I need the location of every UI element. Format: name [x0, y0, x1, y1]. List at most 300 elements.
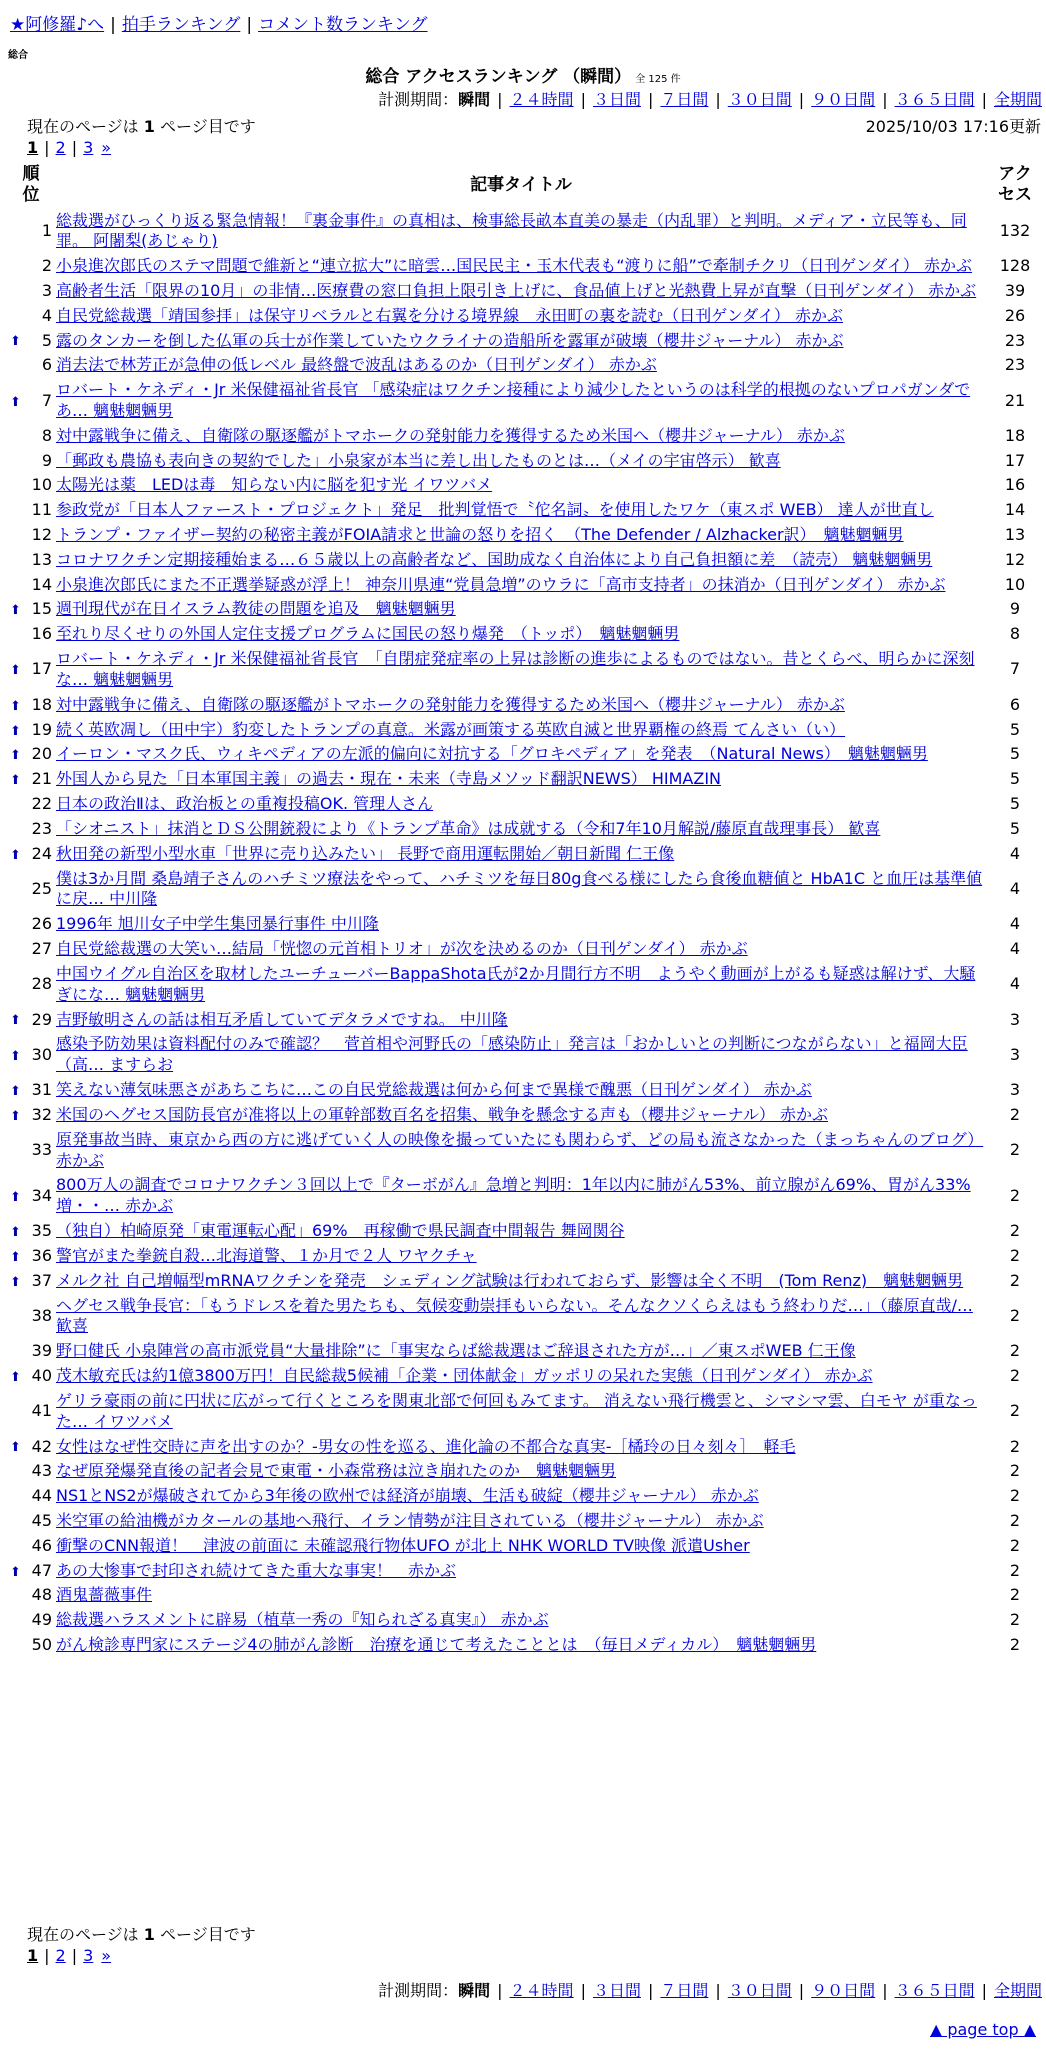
access-count: 2 [1009, 1366, 1021, 1386]
rank-number: 8 [41, 425, 52, 445]
access-count: 5 [1009, 769, 1021, 789]
article-link[interactable]: 自民党総裁選「靖国参拝」は保守リベラルと右翼を分ける境界線 永田町の裏を読む（日刊ゲンダイ） 赤かぶ [56, 305, 844, 325]
up-arrow-icon: ⬆ [10, 603, 21, 619]
access-count: 39 [1004, 280, 1026, 300]
rank-number: 47 [31, 1560, 52, 1580]
article-link[interactable]: トランプ・ファイザー契約の秘密主義がFOIA請求と世論の怒りを招く （The Defender / Alzhacker訳） 魑魅魍魎男 [56, 524, 904, 544]
page-top-link-wrap [930, 2020, 1036, 2039]
article-link[interactable]: 消去法で林芳正が急伸の低レベル 最終盤で波乱はあるのか（日刊ゲンダイ） 赤かぶ [56, 355, 657, 375]
table-row [8, 523, 1042, 548]
nav-separator: | [246, 15, 253, 35]
access-count: 23 [1004, 330, 1026, 350]
access-count: 17 [1004, 450, 1026, 470]
period-separator: | [647, 90, 654, 109]
category-label: 総合 [8, 50, 28, 61]
title-cell [54, 473, 988, 498]
period-link-3[interactable]: ３０日間 [727, 1981, 792, 2000]
up-arrow-icon: ⬆ [10, 847, 21, 863]
rank-change-cell [8, 742, 24, 767]
rank-number: 43 [31, 1461, 52, 1481]
article-link[interactable]: メルク社 自己増幅型mRNAワクチンを発売 シェディング試験は行われておらず、影響は全く不明 (Tom Renz) 魑魅魍魎男 [56, 1270, 964, 1290]
title-cell [54, 1294, 988, 1340]
period-selector-bottom [378, 1978, 1042, 2001]
article-link[interactable]: 露のタンカーを倒した仏軍の兵士が作業していたウクライナの造船所を露軍が破壊（櫻井ジャーナル） 赤かぶ [56, 330, 844, 350]
table-row [8, 767, 1042, 792]
table-row [8, 573, 1042, 598]
period-link-2[interactable]: ７日間 [660, 1981, 709, 2000]
page-info-suffix: ページ目です [154, 1925, 256, 1944]
rank-change-cell [8, 424, 24, 449]
rank-change-cell [8, 1534, 24, 1559]
period-separator: | [580, 90, 586, 109]
access-count: 14 [1004, 500, 1026, 520]
rank-number: 22 [31, 794, 52, 814]
home-link[interactable]: ★阿修羅♪へ [10, 15, 105, 35]
page-info-top [27, 114, 256, 137]
rank-number: 26 [31, 914, 52, 934]
table-row [8, 912, 1042, 937]
access-count: 4 [1009, 843, 1021, 863]
period-separator: | [715, 90, 721, 109]
access-count: 2 [1009, 1560, 1021, 1580]
table-row [8, 254, 1042, 279]
access-count: 3 [1009, 1009, 1021, 1029]
access-count: 16 [1004, 475, 1026, 495]
period-link-6[interactable]: 全期間 [993, 90, 1042, 109]
title-cell [54, 937, 988, 962]
article-link[interactable]: NS1とNS2が爆破されてから3年後の欧州では経済が崩壊、生活も破綻（櫻井ジャーナル） 赤かぶ [56, 1486, 759, 1506]
pager-next-link[interactable]: » [101, 1946, 112, 1965]
rank-change-cell [8, 817, 24, 842]
period-separator: | [981, 90, 987, 109]
rank-change-cell [8, 573, 24, 598]
table-row [8, 817, 1042, 842]
article-link[interactable]: 感染予防効果は資料配付のみで確認？ 菅首相や河野氏の「感染防止」発言は「おかしいとの判断につながらない」と福岡大臣（高… ますらお [56, 1034, 968, 1075]
comment-ranking-link[interactable]: コメント数ランキング [258, 15, 428, 35]
article-link[interactable]: 「郵政も農協も表向きの契約でした」小泉家が本当に差し出したものとは…（メイの宇宙啓示） 歓喜 [56, 450, 781, 470]
article-link[interactable]: 自民党総裁選の大笑い…結局「恍惚の元首相トリオ」が次を決めるのか（日刊ゲンダイ） 赤かぶ [56, 939, 748, 959]
table-row [8, 353, 1042, 378]
title-cell [54, 742, 988, 767]
rank-number: 10 [31, 475, 52, 495]
period-separator: | [882, 1981, 888, 2000]
access-count: 5 [1009, 794, 1021, 814]
table-row [8, 1459, 1042, 1484]
title-cell [54, 1339, 988, 1364]
title-cell [54, 304, 988, 329]
table-row [8, 1364, 1042, 1389]
page-top-link[interactable]: ▲ page top ▲ [929, 2020, 1036, 2039]
table-row [8, 962, 1042, 1008]
article-link[interactable]: 笑えない薄気味悪さがあちこちに…この自民党総裁選は何から何まで異様で醜悪（日刊ゲンダイ） 赤かぶ [56, 1079, 812, 1099]
rank-change-cell [8, 1339, 24, 1364]
access-header-label: アク セス [998, 164, 1032, 206]
title-cell [54, 597, 988, 622]
rank-change-cell [8, 597, 24, 622]
period-separator: | [981, 1981, 987, 2000]
article-link[interactable]: 総裁選がひっくり返る緊急情報！『裏金事件』の真相は、検事総長畝本直美の暴走（内乱罪）と判明。メディア・立民等も、同罪。 阿闍梨(あじゃり) [56, 210, 967, 251]
access-count: 2 [1009, 1140, 1021, 1160]
period-current: 瞬間 [458, 1981, 491, 2000]
article-link[interactable]: コロナワクチン定期接種始まる…６５歳以上の高齢者など、国助成なく自治体により自己負担額に差 （読売） 魑魅魍魎男 [56, 549, 933, 569]
table-row [8, 1007, 1042, 1032]
period-selector-top [378, 87, 1042, 110]
article-link[interactable]: 女性はなぜ性交時に声を出すのか？-男女の性を巡る、進化論の不都合な真実-［橘玲の日々刻々］ 軽毛 [56, 1436, 796, 1456]
access-count: 2 [1009, 1610, 1021, 1630]
table-row [8, 378, 1042, 424]
rank-number: 34 [31, 1185, 52, 1205]
title-cell [54, 867, 988, 913]
pager-next-link[interactable]: » [101, 138, 112, 157]
rank-change-cell [8, 353, 24, 378]
rank-number: 2 [41, 256, 52, 276]
up-arrow-icon: ⬆ [10, 1013, 21, 1029]
table-row [8, 1434, 1042, 1459]
rank-change-cell [8, 1633, 24, 1658]
pager-page-2[interactable]: 2 [55, 138, 66, 157]
rank-number: 48 [31, 1585, 52, 1605]
rank-change-cell [8, 523, 24, 548]
article-link[interactable]: 高齢者生活「限界の10月」の非情…医療費の窓口負担上限引き上げに、食品値上げと光熱費上昇が直撃（日刊ゲンダイ） 赤かぶ [56, 280, 977, 300]
access-count: 23 [1004, 355, 1026, 375]
access-count: 2 [1009, 1305, 1021, 1325]
table-row [8, 792, 1042, 817]
period-link-0[interactable]: ２４時間 [509, 1981, 574, 2000]
access-count: 12 [1004, 549, 1026, 569]
rank-number: 42 [31, 1436, 52, 1456]
up-arrow-icon: ⬆ [10, 1274, 21, 1290]
title-cell [54, 1633, 988, 1658]
access-count: 2 [1009, 1220, 1021, 1240]
article-link[interactable]: 僕は3か月間 桑島靖子さんのハチミツ療法をやって、ハチミツを毎日80g食べる様にしたら食後血糖値と HbA1C と血圧は基準値に戻… 中川隆 [56, 868, 983, 909]
period-link-1[interactable]: ３日間 [592, 90, 641, 109]
title-cell [54, 718, 988, 743]
rank-number: 45 [31, 1510, 52, 1530]
access-count: 10 [1004, 574, 1026, 594]
title-cell [54, 1484, 988, 1509]
article-link[interactable]: 茂木敏充氏は約1億3800万円！自民総裁5候補「企業・団体献金」ガッポリの呆れた実態（日刊ゲンダイ） 赤かぶ [56, 1366, 873, 1386]
table-row [8, 647, 1042, 693]
access-count: 2 [1009, 1461, 1021, 1481]
table-row [8, 498, 1042, 523]
up-arrow-icon: ⬆ [10, 1048, 21, 1064]
access-count: 2 [1009, 1245, 1021, 1265]
rank-change-cell [8, 1103, 24, 1128]
access-count: 128 [999, 256, 1031, 276]
page-info-number: 1 [143, 117, 155, 136]
rank-change-cell [8, 1078, 24, 1103]
access-count: 4 [1009, 939, 1021, 959]
article-link[interactable]: 秋田発の新型小型水車「世界に売り込みたい」 長野で商用運転開始／朝日新聞 仁王像 [56, 843, 675, 863]
article-link[interactable]: 米空軍の給油機がカタールの基地へ飛行、イラン情勢が注目されている（櫻井ジャーナル） 赤かぶ [56, 1510, 764, 1530]
period-separator: | [497, 1981, 503, 2000]
rank-change-cell [8, 304, 24, 329]
table-row [8, 1269, 1042, 1294]
article-link[interactable]: （独自）柏崎原発「東電運転心配」69% 再稼働で県民調査中間報告 舞岡関谷 [56, 1220, 625, 1240]
rank-change-cell [8, 328, 24, 353]
period-link-5[interactable]: ３６５日間 [894, 90, 975, 109]
article-link[interactable]: 参政党が「日本人ファースト・プロジェクト」発足 批判覚悟で〝佗名詞〟を使用したワケ（東スポ WEB） 達人が世直し [56, 500, 934, 520]
updated-timestamp: 2025/10/03 17:16更新 [865, 117, 1041, 136]
title-cell [54, 693, 988, 718]
title-cell [54, 209, 988, 255]
pager-separator: | [71, 1946, 78, 1965]
ranking-table [8, 162, 1042, 1658]
article-link[interactable]: ロバート・ケネディ・Jr 米保健福祉省長官 「自閉症発症率の上昇は診断の進歩によるものではない。昔とくらべ、明らかに深刻な… 魑魅魍魎男 [56, 649, 975, 689]
rank-change-cell [8, 449, 24, 474]
rank-number: 14 [31, 574, 52, 594]
title-cell [54, 424, 988, 449]
table-row [8, 1032, 1042, 1078]
access-count: 21 [1004, 390, 1026, 410]
up-arrow-icon: ⬆ [10, 1249, 21, 1265]
access-count: 2 [1009, 1104, 1021, 1124]
page-title [0, 62, 1046, 87]
up-arrow-icon: ⬆ [10, 1224, 21, 1240]
up-arrow-icon: ⬆ [10, 748, 21, 764]
article-link[interactable]: 小泉進次郎氏にまた不正選挙疑惑が浮上！ 神奈川県連“党員急増”のウラに「高市支持者」の抹消か（日刊ゲンダイ） 赤かぶ [56, 574, 946, 594]
title-cell [54, 1173, 988, 1219]
page-info-number: 1 [143, 1925, 155, 1944]
title-cell [54, 498, 988, 523]
rank-change-cell [8, 1244, 24, 1269]
rank-change-cell [8, 792, 24, 817]
article-link[interactable]: がん検診専門家にステージ4の肺がん診断 治療を通じて考えたこととは （毎日メディカル） 魑魅魍魎男 [56, 1635, 817, 1655]
title-cell [54, 647, 988, 693]
rank-change-cell [8, 1509, 24, 1534]
title-cell [54, 622, 988, 647]
table-row [8, 1559, 1042, 1584]
clap-ranking-link[interactable]: 拍手ランキング [121, 15, 241, 35]
table-row [8, 1173, 1042, 1219]
period-link-2[interactable]: ７日間 [660, 90, 709, 109]
top-nav [10, 10, 428, 35]
article-link[interactable]: 米国のヘグセス国防長官が准将以上の軍幹部数百名を招集、戦争を懸念する声も（櫻井ジャーナル） 赤かぶ [56, 1104, 828, 1124]
title-cell [54, 1434, 988, 1459]
rank-change-cell [8, 842, 24, 867]
title-cell [54, 1032, 988, 1078]
article-link[interactable]: ロバート・ケネディ・Jr 米保健福祉省長官 「感染症はワクチン接種により減少したというのは科学的根拠のないプロパガンダであ… 魑魅魍魎男 [56, 380, 971, 420]
rank-change-cell [8, 1364, 24, 1389]
article-link[interactable]: 吉野敏明さんの話は相互矛盾していてデタラメですね。 中川隆 [56, 1009, 508, 1029]
table-row [8, 842, 1042, 867]
article-link[interactable]: ゲリラ豪雨の前に円状に広がって行くところを関東北部で何回もみてます。 消えない飛行機雲と、シマシマ雲、白モヤ が重なった… イワツバメ [56, 1390, 977, 1431]
access-count: 13 [1004, 524, 1026, 544]
title-cell [54, 254, 988, 279]
page-info-suffix: ページ目です [154, 117, 256, 136]
table-row [8, 742, 1042, 767]
rank-change-cell [8, 622, 24, 647]
rank-change-cell [8, 254, 24, 279]
article-link[interactable]: 小泉進次郎氏のステマ問題で維新と“連立拡大”に暗雲…国民民主・玉木代表も“渡りに船”で牽制チクリ（日刊ゲンダイ） 赤かぶ [56, 256, 973, 276]
rank-number: 49 [31, 1610, 52, 1630]
rank-change-cell [8, 279, 24, 304]
rank-change-cell [8, 548, 24, 573]
article-link[interactable]: 酒鬼薔薇事件 [56, 1585, 153, 1605]
period-link-5[interactable]: ３６５日間 [894, 1981, 975, 2000]
access-count: 4 [1009, 879, 1021, 899]
title-cell [54, 1269, 988, 1294]
rank-number: 7 [41, 390, 52, 410]
rank-number: 11 [31, 500, 52, 520]
table-row [8, 548, 1042, 573]
article-link[interactable]: 警官がまた拳銃自殺…北海道警、１か月で２人 ワヤクチャ [56, 1245, 477, 1265]
period-link-0[interactable]: ２４時間 [509, 90, 574, 109]
rank-change-cell [8, 1173, 24, 1219]
access-count: 2 [1009, 1635, 1021, 1655]
pager-page-2[interactable]: 2 [55, 1946, 66, 1965]
period-link-4[interactable]: ９０日間 [811, 1981, 876, 2000]
rank-change-cell [8, 1219, 24, 1244]
pager-separator: | [44, 138, 50, 157]
article-link[interactable]: 野口健氏 小泉陣営の高市派党員“大量排除”に「事実ならば総裁選はご辞退された方が…」／東スポWEB 仁王像 [56, 1341, 856, 1361]
article-link[interactable]: イーロン・マスク氏、ウィキペディアの左派的偏向に対抗する「グロキペディア」を発表 （Natural News） 魑魅魍魎男 [56, 744, 928, 764]
up-arrow-icon: ⬆ [10, 773, 21, 789]
table-row [8, 1583, 1042, 1608]
table-row [8, 1244, 1042, 1269]
article-link[interactable]: 太陽光は薬 LEDは毒 知らない内に脳を犯す光 イワツバメ [56, 475, 493, 495]
article-link[interactable]: 対中露戦争に備え、自衛隊の駆逐艦がトマホークの発射能力を獲得するため米国へ（櫻井ジャーナル） 赤かぶ [56, 694, 845, 714]
article-link[interactable]: 衝撃のCNN報道！ 津波の前面に 未確認飛行物体UFO が北上 NHK WORLD TV映像 派遣Usher [56, 1535, 750, 1555]
rank-header-label: 順 位 [22, 164, 40, 206]
access-count: 2 [1009, 1341, 1021, 1361]
rank-change-cell [8, 1294, 24, 1340]
rank-number: 15 [31, 599, 52, 619]
table-row [8, 1078, 1042, 1103]
rank-number: 33 [31, 1140, 52, 1160]
period-link-4[interactable]: ９０日間 [811, 90, 876, 109]
article-link[interactable]: 1996年 旭川女子中学生集団暴行事件 中川隆 [56, 914, 379, 934]
title-cell [54, 842, 988, 867]
article-link[interactable]: 続く英欧凋し（田中宇）豹変したトランプの真意。米露が画策する英欧自滅と世界覇権の終焉 てんさい（い） [56, 719, 846, 739]
title-cell [54, 1219, 988, 1244]
pager-page-3[interactable]: 3 [83, 1946, 94, 1965]
pager-page-3[interactable]: 3 [83, 138, 94, 157]
access-count: 132 [999, 220, 1031, 240]
rank-change-cell [8, 867, 24, 913]
rank-number: 36 [31, 1245, 52, 1265]
title-cell [54, 792, 988, 817]
pager-separator: | [44, 1946, 50, 1965]
title-cell [54, 1244, 988, 1269]
table-row [8, 1509, 1042, 1534]
rank-number: 25 [31, 879, 52, 899]
title-cell [54, 1534, 988, 1559]
article-link[interactable]: 原発事故当時、東京から西の方に逃げていく人の映像を撮っていたにも関わらず、どの局も流さなかった（まっちゃんのブログ） 赤かぶ [56, 1129, 984, 1170]
article-link[interactable]: ヘグセス戦争長官：「もうドレスを着た男たちも、気候変動崇拝もいらない。そんなクソくらえはもう終わりだ…」（藤原直哉/… 歓喜 [56, 1295, 973, 1336]
table-row [8, 209, 1042, 255]
up-arrow-icon: ⬆ [10, 394, 21, 410]
table-row [8, 1294, 1042, 1340]
period-link-6[interactable]: 全期間 [993, 1981, 1042, 2000]
period-separator: | [647, 1981, 654, 2000]
rank-header [8, 162, 54, 209]
access-count: 3 [1009, 1079, 1021, 1099]
title-cell [54, 1559, 988, 1584]
access-count: 2 [1009, 1270, 1021, 1290]
rank-number: 3 [41, 280, 52, 300]
rank-change-cell [8, 1269, 24, 1294]
page-info-prefix: 現在のページは [27, 1925, 144, 1944]
article-link[interactable]: 日本の政治Ⅱは、政治板との重複投稿OK. 管理人さん [56, 794, 434, 814]
rank-change-cell [8, 1434, 24, 1459]
rank-number: 20 [31, 744, 52, 764]
table-row [8, 328, 1042, 353]
up-arrow-icon: ⬆ [10, 723, 21, 739]
rank-change-cell [8, 1128, 24, 1174]
period-link-1[interactable]: ３日間 [592, 1981, 641, 2000]
rank-number: 50 [31, 1635, 52, 1655]
access-count: 2 [1009, 1185, 1021, 1205]
table-row [8, 937, 1042, 962]
article-link[interactable]: 800万人の調査でコロナワクチン３回以上で『ターボがん』急増と判明：1年以内に肺がん53%、前立腺がん69%、胃がん33%増・・… 赤かぶ [56, 1175, 971, 1216]
rank-number: 38 [31, 1305, 52, 1325]
rank-number: 27 [31, 939, 52, 959]
table-row [8, 1484, 1042, 1509]
access-count: 4 [1009, 914, 1021, 934]
article-link[interactable]: 対中露戦争に備え、自衛隊の駆逐艦がトマホークの発射能力を獲得するため米国へ（櫻井ジャーナル） 赤かぶ [56, 425, 845, 445]
title-cell [54, 1007, 988, 1032]
title-cell [54, 1389, 988, 1435]
access-count: 4 [1009, 974, 1021, 994]
article-link[interactable]: 外国人から見た「日本軍国主義」の過去・現在・未来（寺島メソッド翻訳NEWS） HIMAZIN [56, 769, 722, 789]
title-cell [54, 767, 988, 792]
period-separator: | [580, 1981, 586, 2000]
article-link[interactable]: あの大惨事で封印され続けてきた重大な事実！ 赤かぶ [56, 1560, 457, 1580]
article-link[interactable]: 中国ウイグル自治区を取材したユーチューバーBappaShota氏が2か月間行方不明 ようやく動画が上がるも疑惑は解けず、大騒ぎにな… 魑魅魍魎男 [56, 963, 976, 1004]
article-link[interactable]: 「シオニスト」抹消とＤＳ公開銃殺により《トランプ革命》は成就する（令和7年10月解説/藤原直哉理事長） 歓喜 [56, 818, 881, 838]
rank-number: 24 [31, 843, 52, 863]
title-cell [54, 449, 988, 474]
rank-number: 12 [31, 524, 52, 544]
rank-number: 13 [31, 549, 52, 569]
up-arrow-icon: ⬆ [10, 1564, 21, 1580]
up-arrow-icon: ⬆ [10, 1083, 21, 1099]
pager-top [27, 138, 111, 157]
title-cell [54, 1583, 988, 1608]
access-count: 8 [1009, 624, 1021, 644]
access-count: 18 [1004, 425, 1026, 445]
table-row [8, 718, 1042, 743]
access-count: 2 [1009, 1401, 1021, 1421]
access-count: 2 [1009, 1436, 1021, 1456]
rank-number: 23 [31, 818, 52, 838]
table-row [8, 1339, 1042, 1364]
period-separator: | [715, 1981, 721, 2000]
title-cell [54, 573, 988, 598]
article-link[interactable]: 至れり尽くせりの外国人定住支援プログラムに国民の怒り爆発 （トッポ） 魑魅魍魎男 [56, 624, 680, 644]
article-link[interactable]: 総裁選ハラスメントに辟易（植草一秀の『知られざる真実』） 赤かぶ [56, 1610, 549, 1630]
rank-change-cell [8, 693, 24, 718]
title-cell [54, 1128, 988, 1174]
rank-number: 18 [31, 694, 52, 714]
period-link-3[interactable]: ３０日間 [727, 90, 792, 109]
page-info-prefix: 現在のページは [27, 117, 144, 136]
rank-number: 30 [31, 1044, 52, 1064]
table-row [8, 1633, 1042, 1658]
period-separator: | [798, 90, 805, 109]
title-cell [54, 279, 988, 304]
access-header [988, 162, 1042, 209]
article-link[interactable]: なぜ原発爆発直後の記者会見で東電・小森常務は泣き崩れたのか 魑魅魍魎男 [56, 1461, 617, 1481]
pager-current-page: 1 [27, 1946, 39, 1965]
up-arrow-icon: ⬆ [10, 663, 21, 679]
access-count: 5 [1009, 719, 1021, 739]
article-link[interactable]: 週刊現代が在日イスラム教徒の問題を追及 魑魅魍魎男 [56, 599, 456, 619]
period-separator: | [497, 90, 503, 109]
rank-number: 31 [31, 1079, 52, 1099]
access-count: 5 [1009, 818, 1021, 838]
